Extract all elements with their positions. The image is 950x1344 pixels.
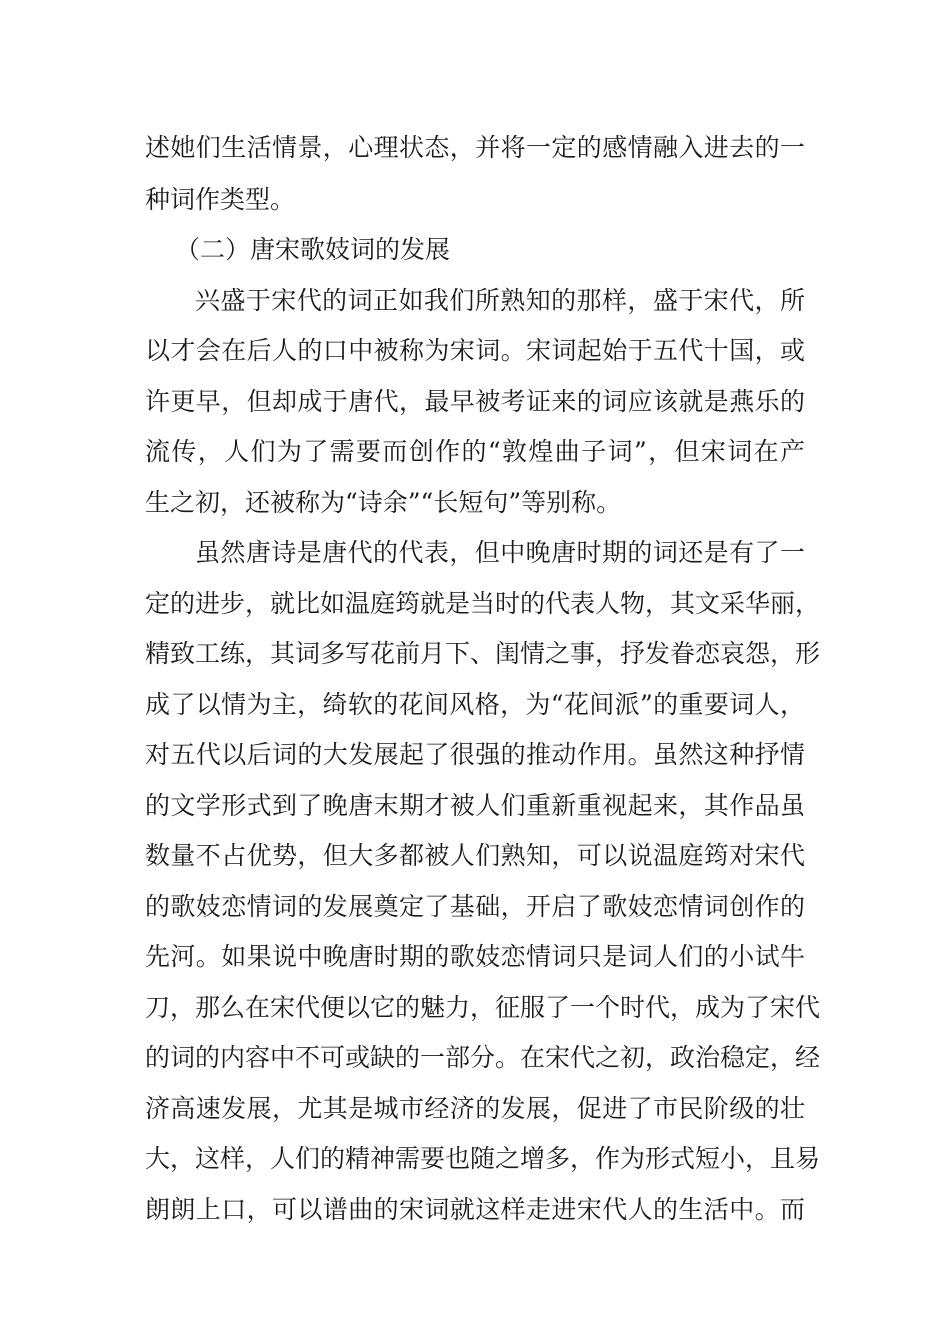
text-line: 种词作类型。	[145, 185, 296, 214]
text-line: 的词的内容中不可或缺的一部分。在宋代之初，政治稳定，经	[145, 1043, 821, 1072]
text-line: 述她们生活情景，心理状态，并将一定的感情融入进去的一	[145, 133, 805, 162]
text-line: 先河。如果说中晚唐时期的歌妓恋情词只是词人们的小试牛	[145, 942, 805, 971]
text-line: 成了以情为主，绮软的花间风格，为“花间派”的重要词人，	[145, 690, 805, 719]
text-line: 定的进步，就比如温庭筠就是当时的代表人物，其文采华丽，	[145, 589, 821, 618]
text-line: 流传，人们为了需要而创作的“敦煌曲子词”，但宋词在产	[145, 437, 805, 466]
text-line: 许更早，但却成于唐代，最早被考证来的词应该就是燕乐的	[145, 387, 805, 416]
text-line: 精致工练，其词多写花前月下、闺情之事，抒发眷恋哀怨，形	[145, 639, 821, 668]
text-line: 对五代以后词的大发展起了很强的推动作用。虽然这种抒情	[145, 740, 805, 769]
text-line: 的歌妓恋情词的发展奠定了基础，开启了歌妓恋情词创作的	[145, 892, 805, 921]
text-line: 兴盛于宋代的词正如我们所熟知的那样，盛于宋代，所	[195, 286, 805, 315]
text-line: 济高速发展，尤其是城市经济的发展，促进了市民阶级的壮	[145, 1094, 805, 1123]
text-line: 虽然唐诗是唐代的代表，但中晚唐时期的词还是有了一	[195, 538, 805, 567]
text-line: 的文学形式到了晚唐末期才被人们重新重视起来，其作品虽	[145, 791, 805, 820]
text-line: 数量不占优势，但大多都被人们熟知，可以说温庭筠对宋代	[145, 841, 805, 870]
text-line: 刀，那么在宋代便以它的魅力，征服了一个时代，成为了宋代	[145, 993, 821, 1022]
text-line: 以才会在后人的口中被称为宋词。宋词起始于五代十国，或	[145, 336, 805, 365]
section-heading: （二）唐宋歌妓词的发展	[175, 235, 451, 264]
text-line: 朗朗上口，可以谱曲的宋词就这样走进宋代人的生活中。而	[145, 1195, 805, 1224]
text-line: 生之初，还被称为“诗余”“长短句”等别称。	[145, 488, 622, 517]
text-line: 大，这样，人们的精神需要也随之增多，作为形式短小，且易	[145, 1144, 821, 1173]
